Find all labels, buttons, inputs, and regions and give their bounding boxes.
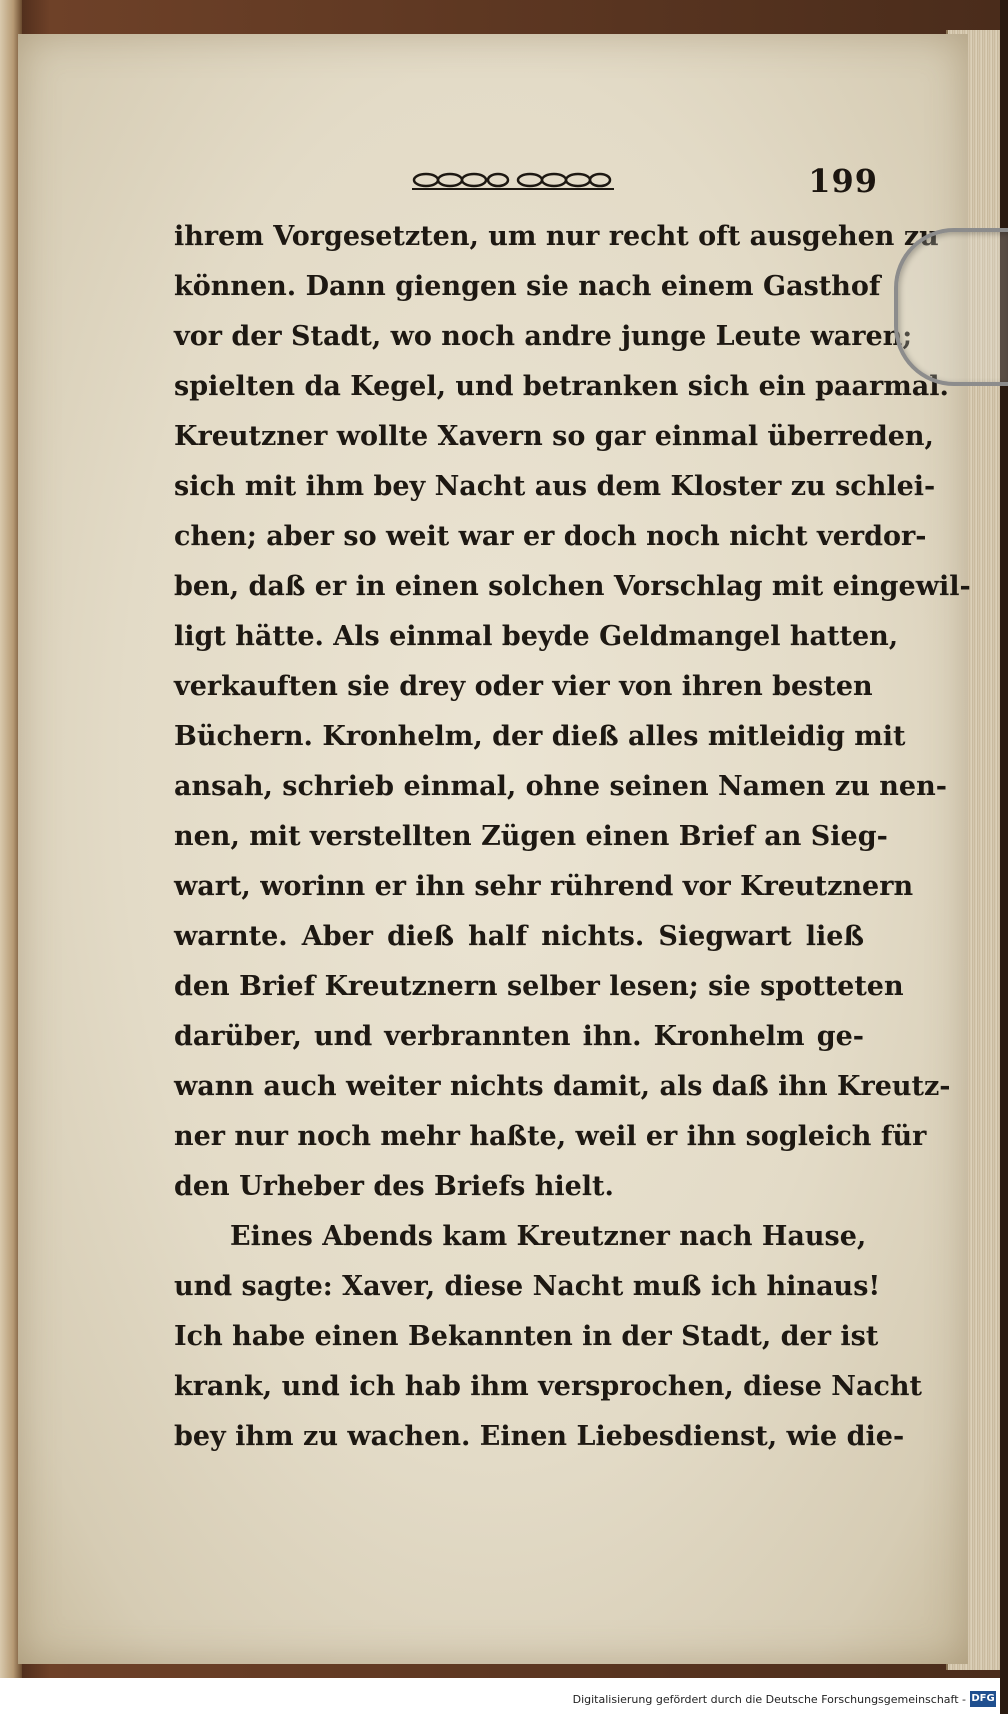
text-line: darüber, und verbrannten ihn. Kronhelm ge- <box>174 1021 864 1052</box>
text-line: können. Dann giengen sie nach einem Gasthof <box>174 271 881 302</box>
text-line: bey ihm zu wachen. Einen Liebesdienst, wie die- <box>174 1421 905 1452</box>
page-header <box>398 162 878 202</box>
text-line: Eines Abends kam Kreutzner nach Hause, <box>230 1221 867 1252</box>
text-line: ihrem Vorgesetzten, um nur recht oft ausgehen zu <box>174 221 939 252</box>
text-line: ner nur noch mehr haßte, weil er ihn sogleich für <box>174 1121 927 1152</box>
ornament-icon <box>408 168 618 192</box>
text-line: ben, daß er in einen solchen Vorschlag mit eingewil- <box>174 571 971 602</box>
text-line: sich mit ihm bey Nacht aus dem Kloster zu schlei- <box>174 471 936 502</box>
text-line: Büchern. Kronhelm, der dieß alles mitleidig mit <box>174 721 906 752</box>
text-line: Kreutzner wollte Xavern so gar einmal überreden, <box>174 421 934 452</box>
text-line: ligt hätte. Als einmal beyde Geldmangel hatten, <box>174 621 899 652</box>
text-line: krank, und ich hab ihm versprochen, diese Nacht <box>174 1371 922 1402</box>
text-line: Ich habe einen Bekannten in der Stadt, der ist <box>174 1321 879 1352</box>
footer-bar <box>0 1678 1000 1714</box>
page-clip <box>894 228 1008 386</box>
text-line: und sagte: Xaver, diese Nacht muß ich hinaus! <box>174 1271 881 1302</box>
book-page <box>18 34 971 1664</box>
body-text <box>174 212 971 1462</box>
text-line: wann auch weiter nichts damit, als daß ihn Kreutz- <box>174 1071 951 1102</box>
funding-credit: Digitalisierung gefördert durch die Deutsche Forschungsgemeinschaft - <box>572 1693 966 1706</box>
text-line: den Brief Kreutznern selber lesen; sie spotteten <box>174 971 904 1002</box>
text-line: verkauften sie drey oder vier von ihren besten <box>174 671 873 702</box>
dfg-logo: DFG <box>970 1691 996 1707</box>
text-line: ansah, schrieb einmal, ohne seinen Namen zu nen- <box>174 771 947 802</box>
text-line: chen; aber so weit war er doch noch nicht verdor- <box>174 521 927 552</box>
text-line: wart, worinn er ihn sehr rührend vor Kreutznern <box>174 871 914 902</box>
text-line: vor der Stadt, wo noch andre junge Leute waren; <box>174 321 913 352</box>
text-line: spielten da Kegel, und betranken sich ein paarmal. <box>174 371 949 402</box>
text-line: den Urheber des Briefs hielt. <box>174 1171 614 1202</box>
text-line: nen, mit verstellten Zügen einen Brief an Sieg- <box>174 821 888 852</box>
text-line: warnte. Aber dieß half nichts. Siegwart ließ <box>174 921 864 952</box>
page-number: 199 <box>808 162 878 200</box>
